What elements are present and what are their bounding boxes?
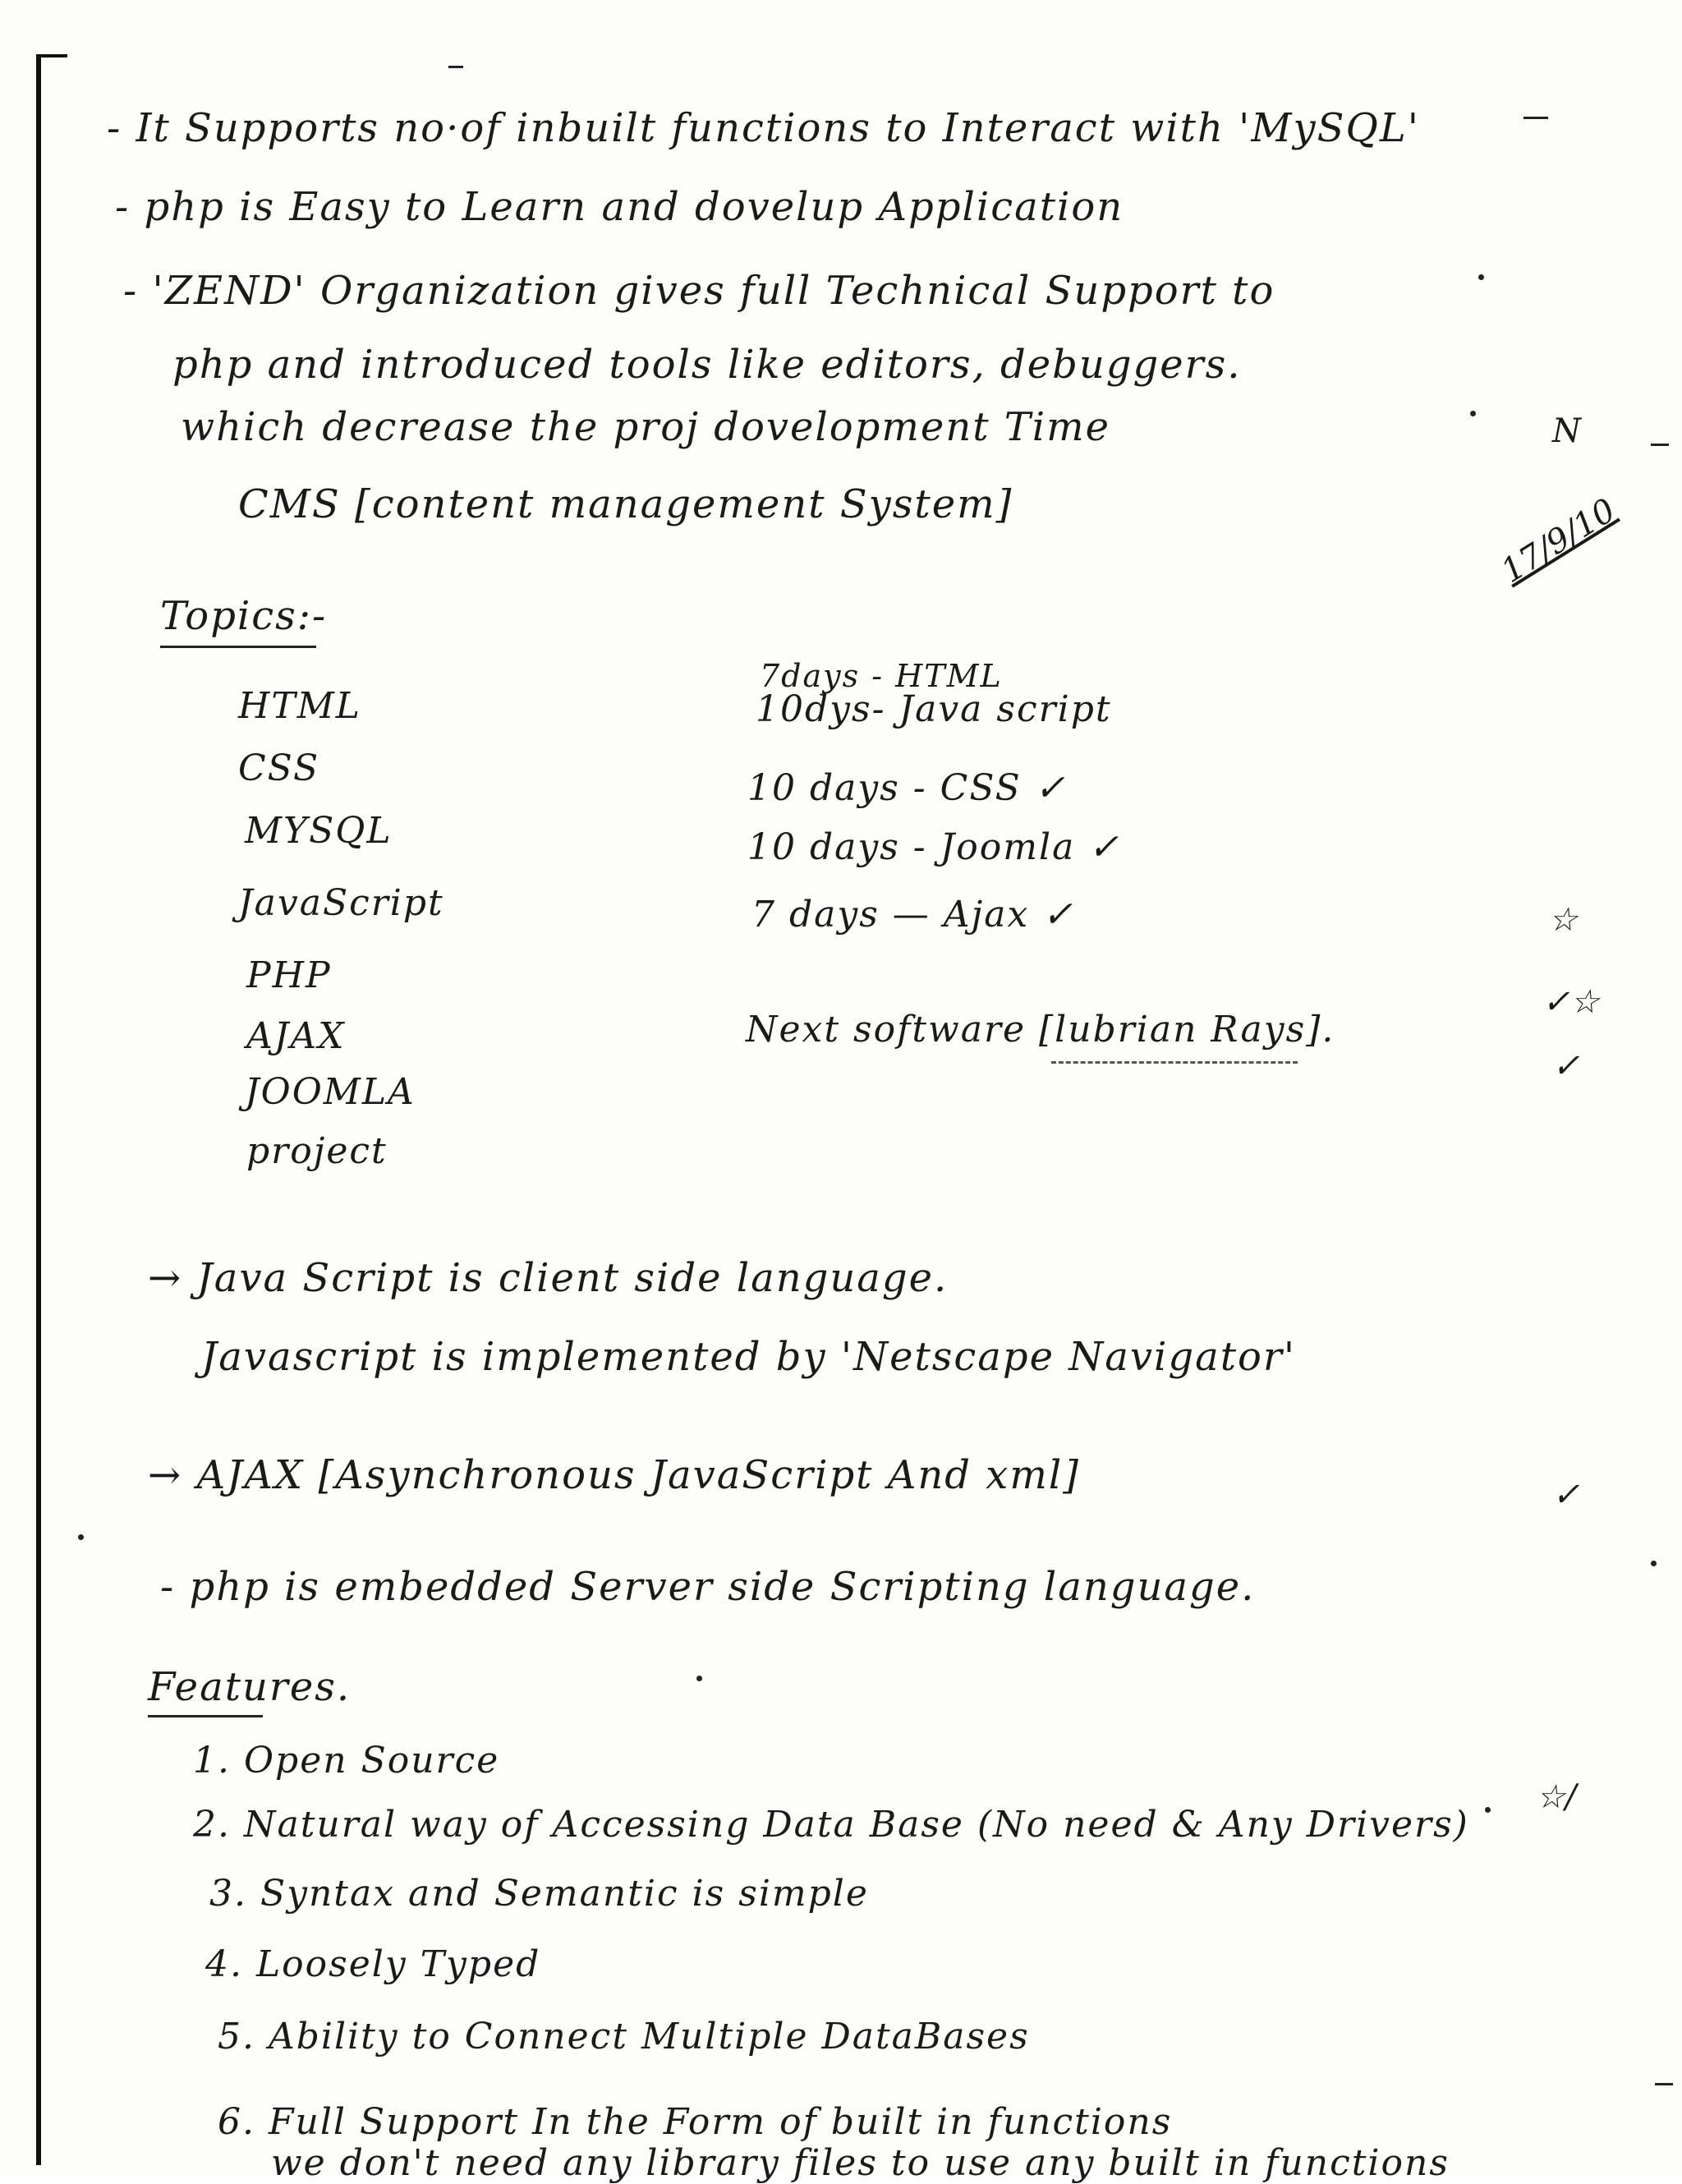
feature-item-6: 6. Full Support In the Form of built in functions (218, 2101, 1173, 2143)
margin-tick-2: ✓ (1552, 1476, 1580, 1514)
margin-dash-2 (1651, 444, 1669, 446)
topic-right-4: 10 days - Joomla ✓ (747, 826, 1121, 868)
speck-3 (78, 1534, 84, 1540)
feature-item-7: we don't need any library files to use any built in functions (271, 2142, 1450, 2184)
feature-item-2: 2. Natural way of Accessing Data Base (No need & Any Drivers) (193, 1804, 1469, 1846)
software-underline (1051, 1061, 1298, 1064)
topic-left-8: project (246, 1130, 388, 1172)
topic-right-2: 10dys- Java script (756, 688, 1112, 730)
margin-dash-3 (1655, 2083, 1673, 2085)
note-line-4: php and introduced tools like editors, debuggers. (172, 342, 1242, 388)
speck-1 (1478, 274, 1484, 280)
topic-right-6: Next software [lubrian Rays]. (746, 1009, 1335, 1051)
topics-heading: Topics:- (160, 593, 328, 639)
feature-item-3: 3. Syntax and Semantic is simple (209, 1873, 869, 1915)
topic-left-1: HTML (238, 685, 361, 727)
margin-dash-1 (1523, 117, 1548, 119)
ajax-note: → AJAX [Asynchronous JavaScript And xml] (148, 1452, 1080, 1498)
features-heading: Features. (148, 1664, 352, 1710)
topic-left-7: JOOMLA (245, 1071, 416, 1113)
topic-left-6: AJAX (246, 1015, 346, 1057)
margin-star-3: ☆/ (1536, 1778, 1577, 1816)
topic-left-4: JavaScript (238, 882, 444, 924)
note-line-6: CMS [content management System] (238, 481, 1013, 527)
note-line-5: which decrease the proj dovelopment Time (181, 404, 1111, 450)
note-line-2: - php is Easy to Learn and dovelup Application (115, 184, 1124, 230)
topic-right-3: 10 days - CSS ✓ (747, 767, 1067, 809)
topic-left-3: MYSQL (245, 810, 393, 852)
speck-5 (1485, 1807, 1491, 1813)
feature-item-1: 1. Open Source (193, 1740, 500, 1782)
features-heading-underline (148, 1715, 263, 1717)
margin-star-2: ✓☆ (1542, 983, 1600, 1021)
date-stamp: 17/9/10 (1495, 491, 1623, 591)
php-note: - php is embedded Server side Scripting language. (160, 1564, 1256, 1610)
topic-left-5: PHP (246, 954, 332, 996)
note-line-3: - 'ZEND' Organization gives full Technical Support to (123, 268, 1275, 314)
topics-heading-underline (160, 646, 316, 648)
margin-mark-n: N (1552, 412, 1581, 450)
topic-left-2: CSS (238, 747, 320, 789)
margin-tick-1: ✓ (1552, 1047, 1580, 1085)
left-margin-line (36, 54, 41, 2165)
top-dash (448, 66, 463, 68)
topic-right-5: 7 days — Ajax ✓ (751, 894, 1075, 936)
note-line-1: - It Supports no·of inbuilt functions to Interact with 'MySQL' (107, 105, 1420, 151)
speck-4 (1651, 1561, 1657, 1566)
corner-mark (36, 54, 67, 57)
js-note-2: Javascript is implemented by 'Netscape Navigator' (201, 1334, 1297, 1380)
topic-right-1: 7days - HTML (760, 658, 1003, 694)
margin-star-1: ☆ (1548, 901, 1578, 939)
js-note-1: → Java Script is client side language. (148, 1255, 949, 1301)
speck-6 (696, 1676, 702, 1681)
speck-2 (1470, 411, 1476, 416)
feature-item-4: 4. Loosely Typed (205, 1943, 541, 1985)
feature-item-5: 5. Ability to Connect Multiple DataBases (218, 2016, 1030, 2058)
